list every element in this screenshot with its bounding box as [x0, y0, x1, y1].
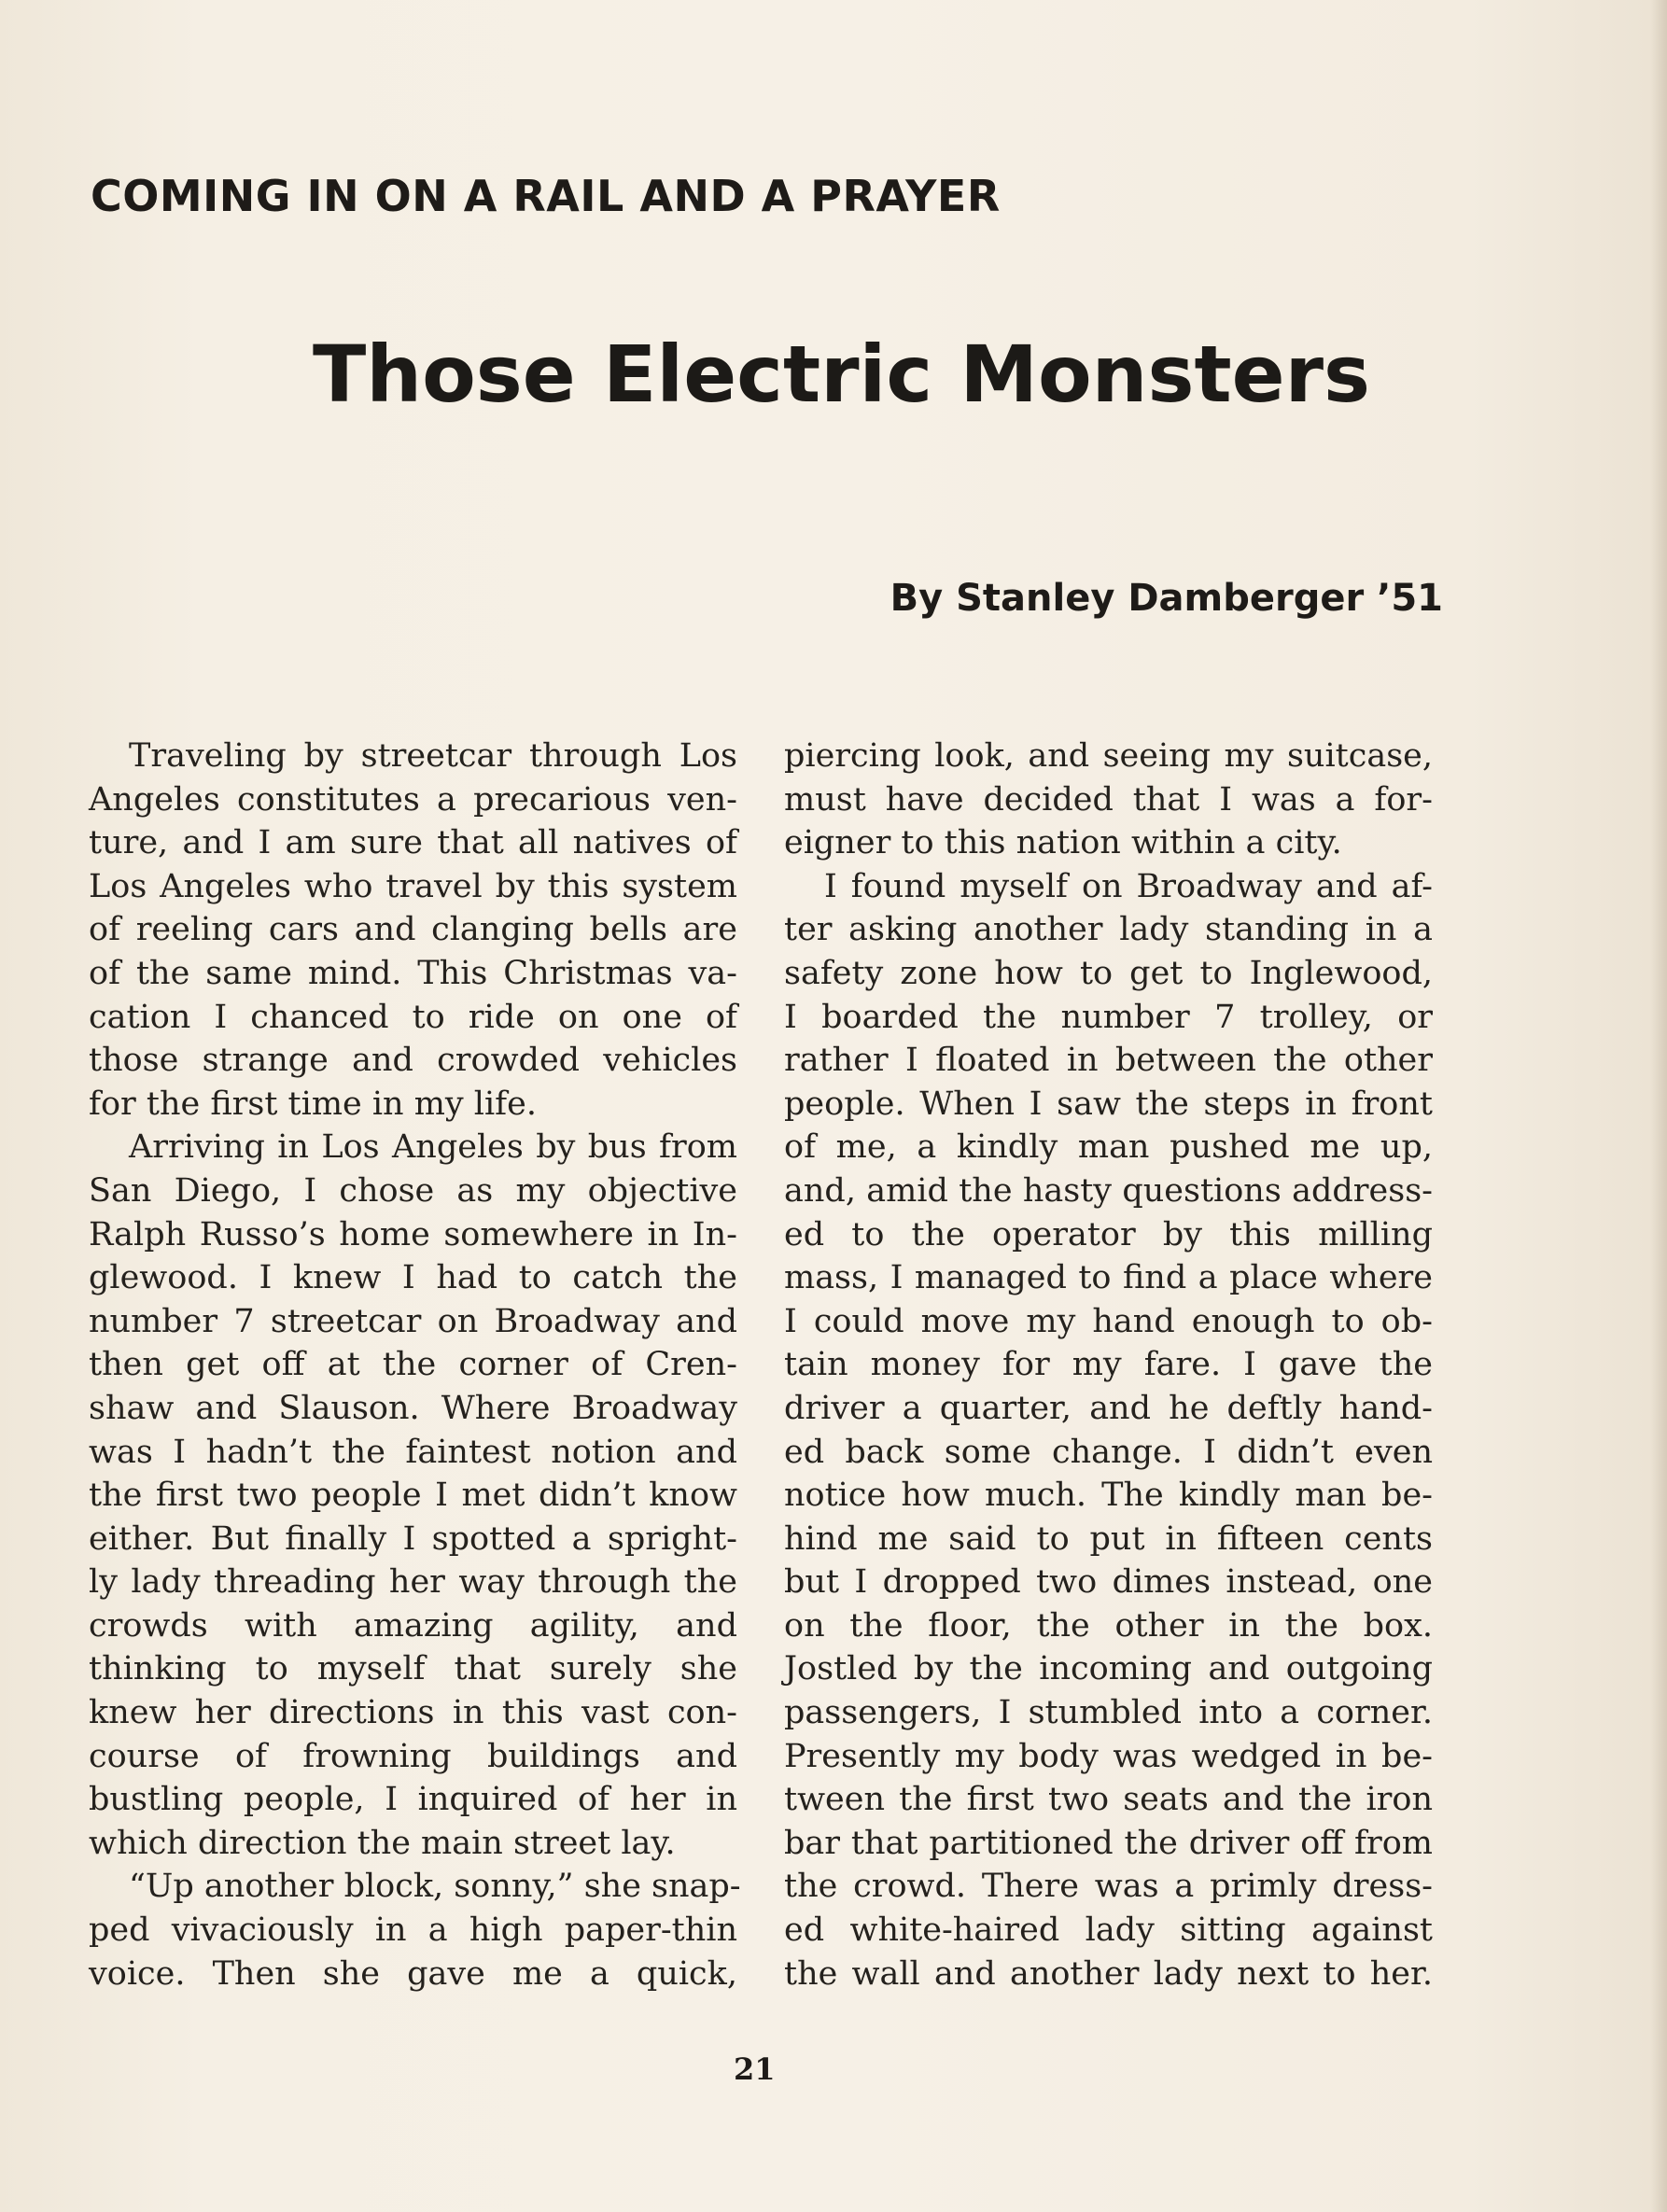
text-line: driver a quarter, and he deftly hand-	[784, 1389, 1433, 1427]
text-line: but I dropped two dimes instead, one	[784, 1563, 1433, 1602]
left-text-column	[89, 735, 741, 1995]
text-line: voice. Then she gave me a quick,	[89, 1954, 737, 1993]
text-line: number 7 streetcar on Broadway and	[89, 1302, 737, 1340]
text-line: I boarded the number 7 trolley, or	[784, 998, 1433, 1036]
text-line: people. When I saw the steps in front	[784, 1085, 1433, 1123]
text-line: of the same mind. This Christmas va-	[89, 954, 737, 992]
text-line: bar that partitioned the driver off from	[784, 1824, 1433, 1862]
text-line: ped vivaciously in a high paper-thin	[89, 1911, 737, 1950]
text-line: piercing look, and seeing my suitcase,	[784, 737, 1433, 775]
text-line: either. But finally I spotted a spright-	[89, 1519, 737, 1558]
text-line: the crowd. There was a primly dress-	[784, 1868, 1433, 1906]
text-line: which direction the main street lay.	[89, 1824, 676, 1862]
text-line: “Up another block, sonny,” she snap-	[129, 1868, 741, 1906]
text-line: Ralph Russo’s home somewhere in In-	[89, 1215, 737, 1253]
right-text-column	[784, 735, 1433, 1995]
text-line: Los Angeles who travel by this system	[89, 867, 737, 905]
text-line: of me, a kindly man pushed me up,	[784, 1128, 1433, 1167]
text-line: and, amid the hasty questions address-	[784, 1171, 1433, 1210]
article-kicker: COMING IN ON A RAIL AND A PRAYER	[91, 171, 1001, 221]
text-line: Jostled by the incoming and outgoing	[784, 1650, 1433, 1688]
text-line: the wall and another lady next to her.	[784, 1954, 1433, 1993]
text-line: thinking to myself that surely she	[89, 1650, 737, 1688]
text-line: glewood. I knew I had to catch the	[89, 1259, 737, 1297]
text-line: ed to the operator by this milling	[784, 1215, 1433, 1253]
text-line: Traveling by streetcar through Los	[129, 737, 737, 775]
text-line: San Diego, I chose as my objective	[89, 1171, 737, 1210]
text-line: tween the first two seats and the iron	[784, 1781, 1433, 1819]
text-line: then get off at the corner of Cren-	[89, 1346, 737, 1384]
text-line: Presently my body was wedged in be-	[784, 1737, 1433, 1775]
text-line: for the first time in my life.	[89, 1085, 537, 1123]
text-line: ed white-haired lady sitting against	[784, 1911, 1433, 1950]
text-line: cation I chanced to ride on one of	[89, 998, 737, 1036]
text-line: knew her directions in this vast con-	[89, 1694, 737, 1732]
text-line: tain money for my fare. I gave the	[784, 1346, 1433, 1384]
text-line: ly lady threading her way through the	[89, 1563, 737, 1602]
page-edge-shadow	[1650, 0, 1667, 2212]
article-title: Those Electric Monsters	[313, 329, 1371, 420]
text-line: the first two people I met didn’t know	[89, 1477, 737, 1515]
text-line: those strange and crowded vehicles	[89, 1042, 737, 1080]
text-line: ter asking another lady standing in a	[784, 911, 1433, 949]
text-line: safety zone how to get to Inglewood,	[784, 954, 1433, 992]
text-line: I found myself on Broadway and af-	[824, 867, 1433, 905]
text-line: course of frowning buildings and	[89, 1737, 737, 1775]
text-line: ture, and I am sure that all natives of	[89, 824, 737, 862]
text-line: bustling people, I inquired of her in	[89, 1781, 737, 1819]
text-line: hind me said to put in fifteen cents	[784, 1519, 1433, 1558]
text-line: notice how much. The kindly man be-	[784, 1477, 1433, 1515]
text-line: ed back some change. I didn’t even	[784, 1433, 1433, 1471]
text-line: shaw and Slauson. Where Broadway	[89, 1389, 737, 1427]
page-number: 21	[734, 2051, 776, 2087]
text-line: of reeling cars and clanging bells are	[89, 911, 737, 949]
text-line: on the floor, the other in the box.	[784, 1606, 1433, 1645]
text-line: mass, I managed to find a place where	[784, 1259, 1433, 1297]
text-line: must have decided that I was a for-	[784, 780, 1433, 819]
text-line: eigner to this nation within a city.	[784, 824, 1342, 862]
text-line: rather I floated in between the other	[784, 1042, 1433, 1080]
text-line: passengers, I stumbled into a corner.	[784, 1694, 1433, 1732]
text-line: crowds with amazing agility, and	[89, 1606, 737, 1645]
text-line: I could move my hand enough to ob-	[784, 1302, 1433, 1340]
article-byline: By Stanley Damberger ’51	[890, 577, 1443, 620]
text-line: Arriving in Los Angeles by bus from	[129, 1128, 737, 1167]
text-line: Angeles constitutes a precarious ven-	[89, 780, 737, 819]
text-line: was I hadn’t the faintest notion and	[89, 1433, 737, 1471]
